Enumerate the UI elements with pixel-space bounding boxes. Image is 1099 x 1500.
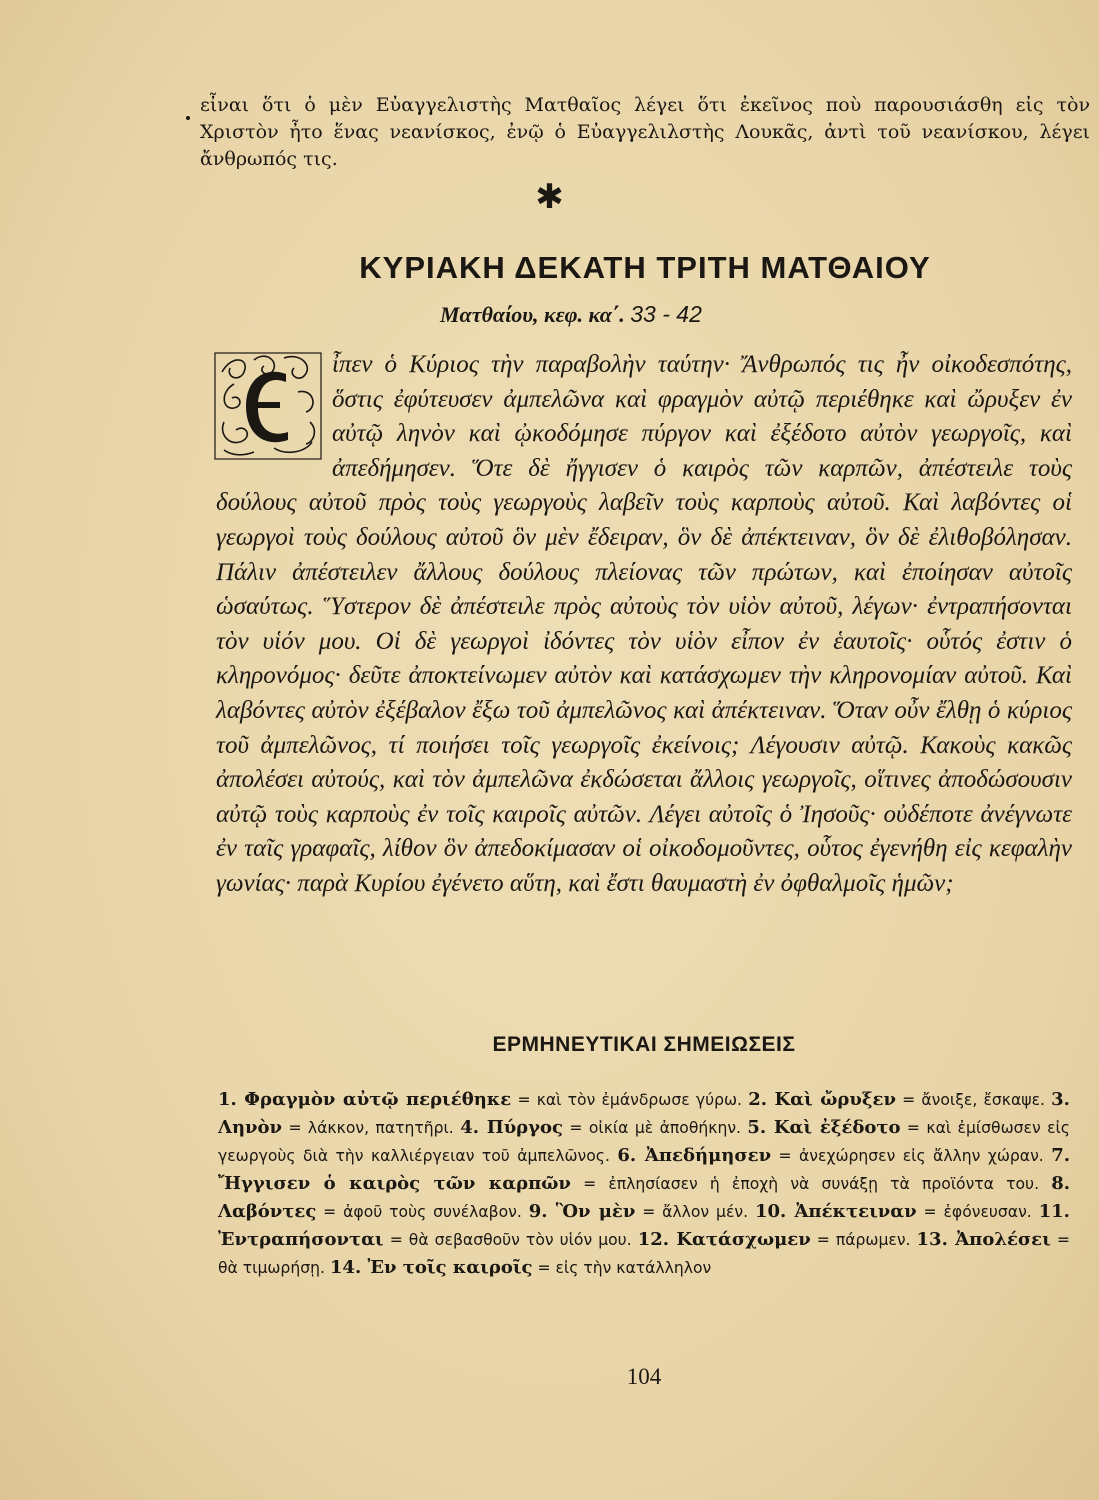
note-item: 6. Ἀπεδήμησεν = ἀνεχώρησεν εἰς ἄλλην χώραν. xyxy=(617,1145,1044,1166)
gospel-reading xyxy=(216,348,1072,902)
chapter-title: ΚΥΡΙΑΚΗ ΔΕΚΑΤΗ ΤΡΙΤΗ ΜΑΤΘΑΙΟΥ xyxy=(359,250,931,285)
page-number: 104 xyxy=(626,1364,662,1389)
asterisk-ornament-icon: ✱ xyxy=(535,177,564,217)
gospel-text: ἶπεν ὁ Κύριος τὴν παραβολὴν ταύτην· Ἄνθρωπός τις ἦν οἰκοδεσπότης, ὅστις ἐφύτευσεν ἀμπελῶνα καὶ φραγμὸν αὐτῷ περιέθηκε καὶ ὤρυξεν ἐν αὐτῷ ληνὸν καὶ ᾠκοδόμησε πύργον καὶ ἐξέδοτο αὐτὸν γεωργοῖς, καὶ ἀπεδήμησεν. Ὅτε δὲ ἤγγισεν ὁ καιρὸς τῶν καρπῶν, ἀπέστειλε τοὺς δούλους αὐτοῦ πρὸς τοὺς γεωργοὺς λαβεῖν τοὺς καρποὺς αὐτοῦ. Καὶ λαβόντες οἱ γεωργοὶ τοὺς δούλους αὐτοῦ ὃν μὲν ἔδειραν, ὃν δὲ ἀπέκτειναν, ὃν δὲ ἐλιθοβόλησαν. Πάλιν ἀπέστειλεν ἄλλους δούλους πλείονας τῶν πρώτων, καὶ ἐποίησαν αὐτοῖς ὡσαύτως. Ὕστερον δὲ ἀπέστειλε πρὸς αὐτοὺς τὸν υἱὸν αὐτοῦ, λέγων· ἐντραπήσονται τὸν υἱόν μου. Οἱ δὲ γεωργοὶ ἰδόντες τὸν υἱὸν εἶπον ἐν ἑαυτοῖς· οὗτός ἐστιν ὁ κληρονόμος· δεῦτε ἀποκτείνωμεν αὐτὸν καὶ κατάσχωμεν τὴν κληρονομίαν αὐτοῦ. Καὶ λαβόντες αὐτὸν ἐξέβαλον ἔξω τοῦ ἀμπελῶνος καὶ ἀπέκτειναν. Ὅταν οὖν ἔλθῃ ὁ κύριος τοῦ ἀμπελῶνος, τί ποιήσει τοῖς γεωργοῖς ἐκείνοις; Λέγουσιν αὐτῷ. Κακοὺς κακῶς ἀπολέσει αὐτούς, καὶ τὸν ἀμπελῶνα ἐκδώσεται ἄλλοις γεωργοῖς, οἵτινες ἀποδώσουσιν αὐτῷ τοὺς καρποὺς ἐν τοῖς καιροῖς αὐτῶν. Λέγει αὐτοῖς ὁ Ἰησοῦς· οὐδέποτε ἀνέγνωτε ἐν ταῖς γραφαῖς, λίθον ὃν ἀπεδοκίμασαν οἱ οἰκοδομοῦντες, οὗτος ἐγενήθη εἰς κεφαλὴν γωνίας· παρὰ Κυρίου ἐγένετο αὕτη, καὶ ἔστι θαυμαστὴ ἐν ὀφθαλμοῖς ἡμῶν; xyxy=(216,351,1072,897)
note-item: 10. Ἀπέκτειναν = ἐφόνευσαν. xyxy=(754,1201,1032,1222)
intro-paragraph: εἶναι ὅτι ὁ μὲν Εὐαγγελιστὴς Ματθαῖος λέγει ὅτι ἐκεῖνος ποὺ παρουσιάσθη εἰς τὸν Χριστὸν ἦτο ἕνας νεανίσκος, ἐνῷ ὁ Εὐαγγελιλστὴς Λουκᾶς, ἀντὶ τοῦ νεανίσκου, λέγει ἄνθρωπός τις. xyxy=(200,94,1090,170)
notes-heading: ΕΡΜΗΝΕΥΤΙΚΑΙ ΣΗΜΕΙΩΣΕΙΣ xyxy=(492,1033,796,1056)
note-item: 3. Ληνὸν = λάκκον, πατητῆρι. xyxy=(218,1089,1070,1138)
drop-cap-space xyxy=(216,348,332,480)
interpretive-notes xyxy=(218,1086,1070,1282)
note-item: 9. Ὃν μὲν = ἄλλον μέν. xyxy=(528,1201,749,1222)
note-item: 1. Φραγμὸν αὐτῷ περιέθηκε = καὶ τὸν ἐμάνδρωσε γύρω. xyxy=(218,1089,743,1110)
note-item: 14. Ἐν τοῖς καιροῖς = εἰς τὴν κατάλληλον xyxy=(329,1257,712,1278)
note-item: 13. Ἀπολέσει = θὰ τιμωρήσῃ. xyxy=(218,1229,1070,1277)
scripture-reference xyxy=(440,298,840,331)
note-item: 11. Ἐντραπήσονται = θὰ σεβασθοῦν τὸν υἱόν μου. xyxy=(218,1201,1070,1250)
note-item: 8. Λαβόντες = ἀφοῦ τοὺς συνέλαβον. xyxy=(218,1173,1070,1222)
reference-verses: 33 - 42 xyxy=(630,301,702,327)
note-item: 5. Καὶ ἐξέδοτο = καὶ ἐμίσθωσεν εἰς γεωργοὺς διὰ τὴν καλλιέργειαν τοῦ ἀμπελῶνος. xyxy=(218,1117,1070,1165)
note-item: 4. Πύργος = οἰκία μὲ ἀποθήκην. xyxy=(460,1117,741,1138)
note-item: 2. Καὶ ὤρυξεν = ἄνοιξε, ἔσκαψε. xyxy=(748,1089,1045,1110)
note-item: 12. Κατάσχωμεν = πάρωμεν. xyxy=(637,1229,911,1250)
note-item: 7. Ἤγγισεν ὁ καιρὸς τῶν καρπῶν = ἐπλησίασεν ἡ ἐποχὴ νὰ συνάξῃ τὰ προϊόντα του. xyxy=(218,1145,1070,1194)
reference-book: Ματθαίου, κεφ. κα΄. xyxy=(440,302,625,327)
margin-speck xyxy=(186,116,190,120)
